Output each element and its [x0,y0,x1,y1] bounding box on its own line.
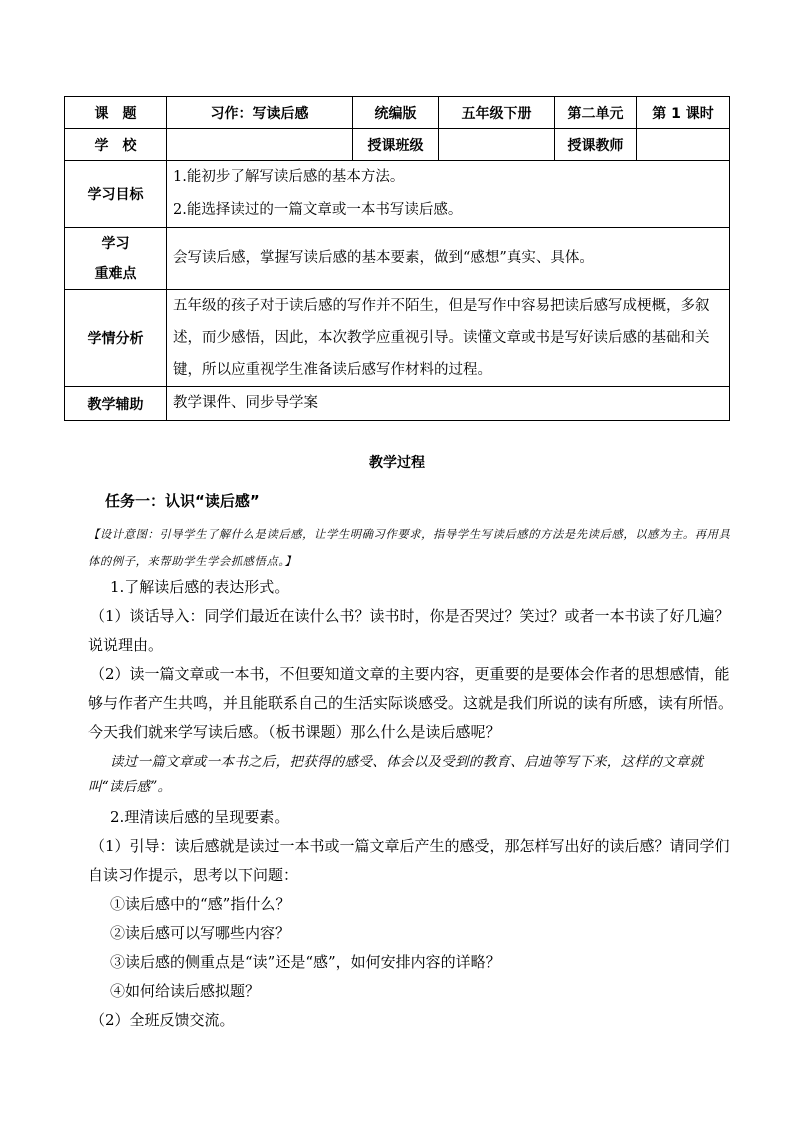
step-heading: 2.理清读后感的呈现要素。 [110,808,290,826]
goal-item: 1.能初步了解写读后感的基本方法。 [173,169,405,185]
table-row [65,129,730,161]
class-header: 授课班级 [353,129,439,161]
aids-content: 教学课件、同步导学案 [167,387,730,421]
table-row [65,387,730,421]
paragraph: （2）读一篇文章或一本书，不但要知道文章的主要内容，更重要的是要体会作者的思想感情，能够与作者产生共鸣，并且能联系自己的生活实际谈感受。这就是我们所说的读有所感，读有所悟。今天我们就来学写读后感。（板书课题）那么什么是读后感呢？ [88,665,734,741]
key-points-header [65,228,167,290]
unit-cell: 第二单元 [555,97,637,129]
section-title: 教学过程 [369,455,425,471]
teacher-header: 授课教师 [555,129,637,161]
teacher-value [637,129,730,161]
goal-item: 2.能选择读过的一篇文章或一本书写读后感。 [173,202,463,218]
grade-cell: 五年级下册 [439,97,555,129]
design-intent: 【设计意图：引导学生了解什么是读后感，让学生明确习作要求，指导学生写读后感的方法是先读后感，以感为主。再用具体的例子，来帮助学生学会抓感悟点。】 [88,528,731,568]
period-cell: 第 1 课时 [637,97,730,129]
table-row [65,97,730,129]
edition-cell: 统编版 [353,97,439,129]
analysis-header: 学情分析 [65,290,167,387]
topic-header: 课 题 [65,97,167,129]
school-value [167,129,353,161]
paragraph: （1）谈话导入：同学们最近在读什么书？读书时，你是否哭过？笑过？或者一本书读了好几遍？说说理由。 [88,607,730,654]
definition-quote: 读过一篇文章或一本书之后，把获得的感受、体会以及受到的教育、启迪等写下来，这样的文章就叫“读后感”。 [88,754,704,795]
class-value [439,129,555,161]
key-points-content: 会写读后感，掌握写读后感的基本要素，做到“感想”真实、具体。 [167,228,730,290]
goals-content [167,161,730,228]
school-header: 学 校 [65,129,167,161]
question-item: ③读后感的侧重点是“读”还是“感”，如何安排内容的详略？ [110,953,501,971]
key-points-label-line2: 重难点 [94,265,137,282]
aids-header: 教学辅助 [65,387,167,421]
question-item: ②读后感可以写哪些内容？ [110,924,291,942]
paragraph: （2）全班反馈交流。 [90,1011,235,1029]
table-row [65,290,730,387]
question-item: ④如何给读后感拟题？ [110,982,261,1000]
lesson-content [88,573,733,1035]
lesson-info-table [64,96,730,421]
task-heading: 任务一：认识“读后感” [105,492,260,510]
topic-value: 习作：写读后感 [167,97,353,129]
question-item: ①读后感中的“感”指什么？ [110,895,291,913]
analysis-content: 五年级的孩子对于读后感的写作并不陌生，但是写作中容易把读后感写成梗概，多叙述，而少感悟，因此，本次教学应重视引导。读懂文章或书是写好读后感的基础和关键，所以应重视学生准备读后感写作材料的过程。 [167,290,730,387]
step-heading: 1.了解读后感的表达形式。 [110,578,290,596]
table-row [65,228,730,290]
table-row [65,161,730,228]
key-points-label-line1: 学习 [101,235,130,252]
goals-header: 学习目标 [65,161,167,228]
paragraph: （1）引导：读后感就是读过一本书或一篇文章后产生的感受，那怎样写出好的读后感？请同学们自读习作提示，思考以下问题： [88,837,730,884]
